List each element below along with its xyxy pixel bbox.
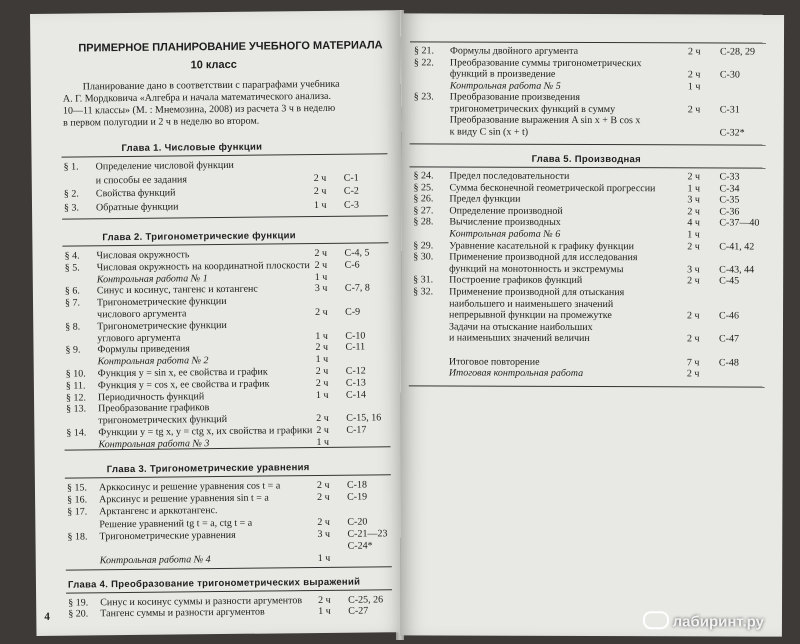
work-code: С-34 <box>719 183 740 195</box>
work-code: С-9 <box>345 306 361 318</box>
topic-text: Арктангенс и арккотангенс. <box>99 505 218 518</box>
hours-value: 7 ч <box>686 356 700 368</box>
paragraph-number: § 24. <box>413 170 434 182</box>
table-rule <box>409 385 765 387</box>
work-code: С-31 <box>719 103 740 116</box>
hours-value: 2 ч <box>315 365 329 378</box>
chapter-5-heading: Глава 5. Производная <box>531 153 642 166</box>
paragraph-number: § 28. <box>413 216 434 228</box>
topic-text: Синус и косинус суммы и разности аргументов <box>100 595 303 609</box>
intro-line: Планирование дано в соответствии с параграфами учебника <box>82 78 340 93</box>
work-code: С-4, 5 <box>344 247 370 259</box>
work-code: С-15, 16 <box>346 412 382 424</box>
topic-text: Контрольная работа № 4 <box>99 554 211 567</box>
intro-line: А. Г. Мордковича «Алгебра и начала математического анализа. <box>62 90 331 105</box>
work-code: С-28, 29 <box>719 46 755 58</box>
topic-text: углового аргумента <box>97 332 181 344</box>
topic-text: Задачи на отыскание наибольших <box>448 321 593 333</box>
hours-value: 2 ч <box>687 46 701 58</box>
hours-value: 2 ч <box>315 342 329 354</box>
hours-value: 1 ч <box>315 389 329 401</box>
chapter-1-heading: Глава 1. Числовые функции <box>121 141 263 155</box>
hours-value: 3 ч <box>317 528 331 540</box>
topic-text: Контрольная работа № 3 <box>98 437 210 451</box>
hours-value: 2 ч <box>687 275 700 287</box>
hours-value: 4 ч <box>687 217 700 229</box>
hours-value: 2 ч <box>313 172 327 184</box>
work-code: С-32* <box>719 126 745 139</box>
work-code: С-36 <box>719 206 740 218</box>
work-code: С-12 <box>345 365 366 377</box>
hours-value: 2 ч <box>315 306 328 319</box>
hours-value: 1 ч <box>317 553 331 565</box>
paragraph-number: § 18. <box>67 531 88 543</box>
topic-text: Контрольная работа № 5 <box>449 80 561 92</box>
work-code: С-43, 44 <box>719 264 755 276</box>
topic-text: Итоговая контрольная работа <box>448 367 584 380</box>
work-code: С-48 <box>718 357 739 369</box>
intro-line: 10—11 классы» (М. : Мнемозина, 2008) из расчета 3 ч в неделю <box>62 102 336 117</box>
topic-text: тригонометрических функций <box>98 414 228 427</box>
paragraph-number: § 10. <box>65 368 86 380</box>
topic-text: Решение уравнений tg t = a, ctg t = a <box>99 517 253 530</box>
paragraph-number: § 27. <box>413 205 434 217</box>
paragraph-number: § 15. <box>66 482 88 494</box>
table-rule <box>62 215 388 219</box>
paragraph-number: § 6. <box>64 285 80 298</box>
topic-text: Сумма бесконечной геометрической прогрессии <box>449 182 656 194</box>
paragraph-number: § 19. <box>68 597 89 609</box>
paragraph-number: § 26. <box>413 193 434 205</box>
topic-text: функций в произведение <box>449 68 556 80</box>
topic-text: Применение производной для исследования <box>449 251 638 264</box>
paragraph-number: § 14. <box>66 427 87 439</box>
paragraph-number: § 2. <box>63 188 79 200</box>
work-code: С-47 <box>718 333 739 345</box>
hours-value: 1 ч <box>318 605 331 617</box>
paragraph-number: § 22. <box>413 56 434 68</box>
topic-text: функций на монотонность и экстремумы <box>449 263 624 275</box>
chapter-4-continued-table <box>402 13 784 14</box>
paragraph-number: § 16. <box>67 494 88 506</box>
work-code: С-17 <box>346 424 367 436</box>
work-code: С-14 <box>345 389 367 401</box>
hours-value: 2 ч <box>687 206 700 218</box>
intro-line: в первом полугодии и 2 ч в неделю во втором. <box>63 115 260 129</box>
paragraph-number: § 30. <box>413 251 434 263</box>
topic-text: Формулы приведения <box>97 343 190 356</box>
work-code: С-33 <box>719 171 740 183</box>
paragraph-number: § 5. <box>64 262 80 274</box>
topic-text: и наименьших значений величин <box>448 332 590 345</box>
topic-text: наибольшего и наименьшего значений <box>449 298 614 310</box>
topic-text: Определение производной <box>449 205 563 217</box>
hours-value: 2 ч <box>316 413 329 425</box>
hours-value: 1 ч <box>315 354 329 366</box>
work-code: С-1 <box>343 172 359 184</box>
work-code: С-20 <box>347 516 368 528</box>
hours-value: 2 ч <box>687 171 701 183</box>
topic-text: Предел последовательности <box>449 170 570 182</box>
chapter-3-heading: Глава 3. Тригонометрические уравнения <box>106 462 310 476</box>
topic-text: непрерывной функции на промежутке <box>449 309 612 322</box>
topic-text: Предел функции <box>449 193 521 205</box>
topic-text: Числовая окружность на координатной плоскости <box>96 259 310 274</box>
topic-text: Формулы двойного аргумента <box>449 45 579 57</box>
paragraph-number: § 29. <box>413 239 434 252</box>
topic-text: тригонометрических функций в сумму <box>449 103 616 115</box>
hours-value: 2 ч <box>313 185 327 198</box>
paragraph-number: § 7. <box>64 297 81 309</box>
chapter-5-table <box>402 13 784 14</box>
topic-text: Преобразование графиков <box>98 402 210 415</box>
right-page <box>400 13 784 636</box>
work-code: С-6 <box>344 259 360 271</box>
hours-value: 2 ч <box>687 240 700 252</box>
topic-text: Уравнение касательной к графику функции <box>449 240 634 252</box>
work-code: С-21—23 <box>347 528 388 540</box>
topic-text: Свойства функций <box>95 187 176 200</box>
topic-text: Контрольная работа № 2 <box>97 355 209 368</box>
topic-text: Синус и косинус, тангенс и котангенс <box>96 284 258 297</box>
paragraph-number: § 9. <box>65 344 81 357</box>
topic-text: Преобразование выражения A sin x + B cos x <box>449 114 641 127</box>
topic-text: Контрольная работа № 6 <box>449 228 561 240</box>
paragraph-number: § 23. <box>413 91 434 103</box>
paragraph-number: § 20. <box>68 607 89 620</box>
hours-value: 2 ч <box>686 368 700 380</box>
work-code: С-2 <box>343 185 359 197</box>
hours-value: 2 ч <box>315 377 329 389</box>
topic-text: и способы ее задания <box>95 173 188 186</box>
hours-value: 1 ч <box>687 80 701 92</box>
hours-value: 1 ч <box>314 271 328 283</box>
page-title: ПРИМЕРНОЕ ПЛАНИРОВАНИЕ УЧЕБНОГО МАТЕРИАЛА <box>78 39 383 55</box>
chapter-2-heading: Глава 2. Тригонометрические функции <box>102 230 296 244</box>
hours-value: 2 ч <box>317 516 330 528</box>
table-rule <box>410 143 766 145</box>
paragraph-number: § 13. <box>66 403 87 416</box>
hours-value: 1 ч <box>687 229 700 241</box>
topic-text: Применение производной для отыскания <box>449 286 625 299</box>
hours-value: 2 ч <box>687 310 700 322</box>
paragraph-number: § 25. <box>413 181 434 194</box>
topic-text: Тригонометрические функции <box>97 319 227 333</box>
hours-value: 1 ч <box>313 199 327 211</box>
paragraph-number: § 1. <box>63 161 79 173</box>
topic-text: Арккосинус и решение уравнения cos t = a <box>98 480 281 494</box>
topic-text: Функция y = cos x, ее свойства и график <box>97 378 270 392</box>
work-code: С-13 <box>345 377 366 389</box>
topic-text: Итоговое повторение <box>448 356 540 368</box>
paragraph-number: § 17. <box>67 506 88 519</box>
hours-value: 3 ч <box>314 283 328 295</box>
page-number: 4 <box>44 610 50 623</box>
paragraph-number: § 11. <box>65 380 86 392</box>
work-code: С-19 <box>347 491 368 503</box>
topic-text: Периодичность функций <box>97 390 205 403</box>
work-code: С-30 <box>719 69 740 81</box>
chapter-1-table <box>30 10 400 14</box>
hours-value: 2 ч <box>317 492 330 504</box>
hours-value: 2 ч <box>316 479 330 492</box>
hours-value: 2 ч <box>316 424 329 437</box>
topic-text: Преобразование произведения <box>449 91 581 103</box>
topic-text: Функция y = sin x, ее свойства и график <box>97 366 268 380</box>
topic-text: Контрольная работа № 1 <box>96 272 208 285</box>
hours-value: 2 ч <box>318 594 331 607</box>
topic-text: Построение графиков функций <box>449 274 583 287</box>
topic-text: числового аргумента <box>97 308 187 321</box>
topic-text: Тригонометрические функции <box>96 296 227 309</box>
work-code: С-24* <box>347 540 373 552</box>
hours-value: 2 ч <box>314 247 328 260</box>
hours-value: 2 ч <box>686 333 700 345</box>
paragraph-number: § 31. <box>413 274 434 286</box>
topic-text: Арксинус и решение уравнения sin t = a <box>99 492 269 506</box>
work-code: С-3 <box>343 199 360 211</box>
hours-value: 2 ч <box>314 259 328 271</box>
hours-value: 2 ч <box>687 69 701 81</box>
work-code: С-45 <box>719 275 740 287</box>
paragraph-number: § 8. <box>65 321 81 333</box>
table-rule <box>410 166 766 168</box>
paragraph-number: § 12. <box>65 392 87 404</box>
topic-text: к виду C sin (x + t) <box>449 126 529 138</box>
work-code: С-10 <box>345 330 366 342</box>
topic-text: Преобразование суммы тригонометрических <box>449 57 642 69</box>
work-code: С-11 <box>345 341 366 354</box>
table-rule <box>410 41 766 43</box>
chapter-4-table <box>30 10 400 14</box>
hours-value: 1 ч <box>687 182 701 194</box>
chapter-2-table <box>30 10 400 14</box>
hours-value: 2 ч <box>687 103 701 115</box>
paragraph-number: § 4. <box>64 250 80 262</box>
paragraph-number: § 3. <box>63 201 80 214</box>
paragraph-number: § 21. <box>413 45 434 57</box>
table-rule <box>61 153 387 157</box>
work-code: С-7, 8 <box>344 282 370 295</box>
topic-text: Определение числовой функции <box>95 159 234 173</box>
logo-icon <box>643 611 669 629</box>
chapter-3-table <box>30 10 400 14</box>
topic-text: Вычисление производных <box>449 216 561 229</box>
topic-text: Обратные функции <box>95 200 179 213</box>
topic-text: Тангенс суммы и разности аргументов <box>100 606 265 619</box>
hours-value: 3 ч <box>687 264 700 276</box>
hours-value: 3 ч <box>687 194 700 206</box>
left-page <box>30 10 406 636</box>
topic-text: Функции y = tg x, y = ctg x, их свойства и графики <box>98 425 313 439</box>
topic-text: Тригонометрические уравнения <box>99 529 236 543</box>
work-code: С-41, 42 <box>719 241 755 253</box>
work-code: С-46 <box>719 310 740 322</box>
hours-value: 1 ч <box>316 436 330 448</box>
work-code: С-37—40 <box>719 217 760 229</box>
topic-text: Числовая окружность <box>96 249 190 262</box>
hours-value: 1 ч <box>315 330 328 342</box>
work-code: С-25, 26 <box>348 594 384 606</box>
grade-heading: 10 класс <box>190 58 237 72</box>
table-rule <box>66 566 392 570</box>
chapter-4-heading: Глава 4. Преобразование тригонометрических выражений <box>67 576 361 591</box>
work-code: С-18 <box>346 479 368 491</box>
work-code: С-35 <box>719 194 740 206</box>
work-code: С-27 <box>348 604 369 617</box>
paragraph-number: § 32. <box>413 286 434 298</box>
watermark: лабиринт.ру <box>643 611 764 630</box>
